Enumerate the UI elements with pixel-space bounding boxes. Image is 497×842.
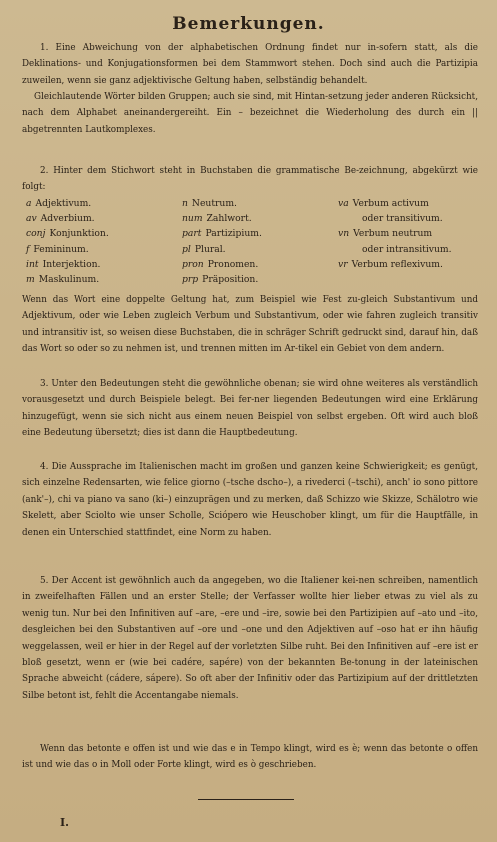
abbreviation-row: vr Verbum reflexivum. <box>338 258 443 270</box>
abbreviation-column-1 <box>26 196 176 287</box>
abbreviation-column-2 <box>182 196 342 287</box>
abbreviation-continuation: oder transitivum. <box>362 213 443 225</box>
paragraph-double-meaning: Wenn das Wort eine doppelte Geltung hat, zum Beispiel wie Fest zu-gleich Substantivum und Adjektivum, oder wie Leben zugleich Verbum und Substantivum, oder wie fahren zugleich transitiv und intransitiv ist, so weisen diese Buchstaben, die in schräger Schrift gedruckt sind, darauf hin, daß das Wort so oder so zu nehmen ist, und trennen mitten im Ar-tikel ein Gebiet von dem andern. <box>22 295 478 355</box>
paragraph-5: 5. Der Accent ist gewöhnlich auch da angegeben, wo die Italiener kei-nen schreiben, namentlich in zweifelhaften Fällen und an erster Stelle; der Verfasser wollte hier lieber etwas zu viel als zu wenig tun. Nur bei den Infinitiven auf –are, –ere und –ire, sowie bei den Partizipien auf –ato und –ito, desgleichen bei den Substantiven auf –ore und –one und den Adjektiven auf –oso hat er ihn häufig weggelassen, weil er hier in der Regel auf der vorletzten Silbe ruht. Bei den Infinitiven auf –ere ist er bloß gesetzt, wenn er (wie bei cadére, sapére) von der bekannten Be-tonung in der lateinischen Sprache abweicht (cádere, sápere). So oft aber der Infinitiv oder das Partizipium auf der drittletzten Silbe betont ist, fehlt die Accentangabe niemals. <box>22 576 478 701</box>
abbreviation-row: prp Präposition. <box>182 274 259 286</box>
abbreviation-row: n Neutrum. <box>182 198 237 209</box>
abbreviation-row: conj Konjunktion. <box>26 228 109 240</box>
abbreviation-table <box>26 196 480 290</box>
paragraph-groups: Gleichlautende Wörter bilden Gruppen; auch sie sind, mit Hintan-setzung jeder anderen Rücksicht, nach dem Alphabet aneinandergereiht. Ein – bezeichnet die Wiederholung des durch ein || abgetrennten Lautkomplexes. <box>22 92 478 135</box>
abbreviation-row: num Zahlwort. <box>182 213 252 225</box>
abbreviation-row: va Verbum activum <box>338 198 429 209</box>
paragraph-3: 3. Unter den Bedeutungen steht die gewöhnliche obenan; sie wird ohne weiteres als verständlich vorausgesetzt und durch Beispiele belegt. Bei fer-ner liegenden Bedeutungen wird eine Erklärung hinzugefügt, wenn sie sich nicht aus einem neuen Beispiel von selbst ergeben. Oft wird auch bloß eine Bedeutung übersetzt; dies ist dann die Hauptbedeutung. <box>22 379 478 439</box>
paragraph-2: 2. Hinter dem Stichwort steht in Buchstaben die grammatische Be-zeichnung, abgekürzt wie folgt: <box>22 166 478 193</box>
paragraph-accent-note: Wenn das betonte e offen ist und wie das e in Tempo klingt, wird es è; wenn das betonte o offen ist und wie das o in Moll oder Forte klingt, wird es ò geschrieben. <box>22 744 478 771</box>
abbreviation-row: av Adverbium. <box>26 213 95 225</box>
abbreviation-column-3 <box>338 196 484 272</box>
abbreviation-row: int Interjektion. <box>26 258 101 270</box>
abbreviation-row: part Partizipium. <box>182 228 262 240</box>
abbreviation-row: vn Verbum neutrum <box>338 228 433 240</box>
abbreviation-row: m Maskulinum. <box>26 274 100 286</box>
paragraph-4: 4. Die Aussprache im Italienischen macht im großen und ganzen keine Schwierigkeit; es genügt, sich einzelne Redensarten, wie felice giorno (–tsche dscho–), a rivederci (–tschi), anch' io sono pittore (ank'–), chi va piano va sano (ki–) einzuprägen und zu merken, daß Schizzo wie Skizze, Schälotro wie Skelett, aber Sciolto wie unser Scholle, Sciópero wie Heuschober klingt, um für die Hauptfälle, in denen ein Unterschied stattfindet, eine Norm zu haben. <box>22 462 478 538</box>
page-number: I. <box>60 816 69 829</box>
page-title: Bemerkungen. <box>172 14 325 34</box>
abbreviation-row: a Adjektivum. <box>26 198 92 209</box>
paragraph-1: 1. Eine Abweichung von der alphabetischen Ordnung findet nur in-sofern statt, als die Deklinations- und Konjugationsformen bei dem Stammwort stehen. Doch sind auch die Partizipia zuweilen, wenn sie ganz adjektivische Geltung haben, selbständig behandelt. <box>22 43 478 86</box>
abbreviation-continuation: oder intransitivum. <box>362 243 452 255</box>
horizontal-rule <box>198 799 294 800</box>
abbreviation-row: pron Pronomen. <box>182 258 259 270</box>
abbreviation-row: f Femininum. <box>26 243 89 255</box>
abbreviation-row: pl Plural. <box>182 243 226 255</box>
